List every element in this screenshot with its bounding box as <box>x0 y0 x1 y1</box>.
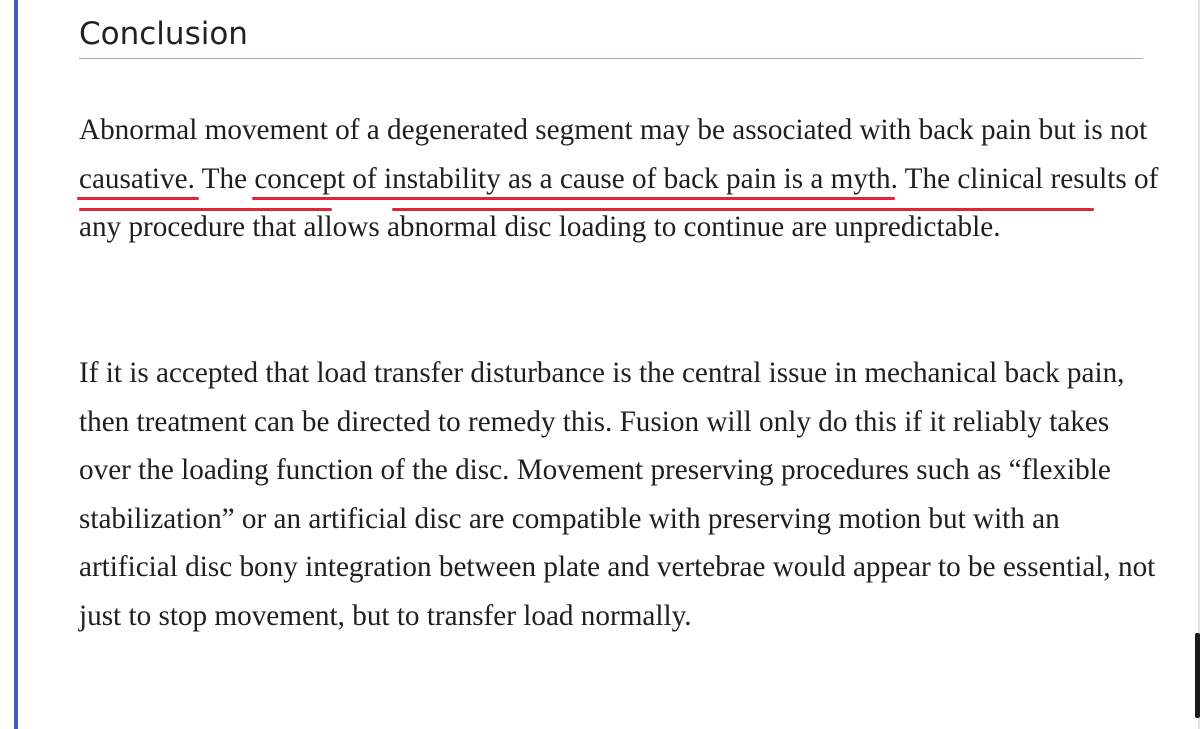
left-accent-rule <box>14 0 18 729</box>
red-underline-annotation <box>79 208 332 211</box>
section-heading: Conclusion <box>79 14 1143 59</box>
conclusion-paragraph-2: If it is accepted that load transfer disturbance is the central issue in mechanical back pain, then treatment can be directed to remedy this. Fusion will only do this if it reliably takes over the loading function of the disc. Movement preserving procedures such as “flexible stabilization” or an artificial disc are compatible with preserving motion but with an artificial disc bony integration between plate and vertebrae would appear to be essential, not just to stop movement, but to transfer load normally. <box>79 357 1156 632</box>
paragraph-text: . The clinical results of any procedure that allows abnormal disc loading to continue are unpredictable. <box>79 162 1159 244</box>
highlighted-phrase-instability-myth: concept of instability as a cause of back pain is a myth <box>254 162 891 195</box>
conclusion-paragraph-1 <box>79 106 1159 252</box>
scrollbar-thumb[interactable] <box>1195 633 1200 718</box>
red-underline-annotation <box>392 208 1094 211</box>
highlighted-sentence-abnormal-movement: Abnormal movement of a degenerated segment may be associated with back pain but is not causative. <box>79 114 1148 195</box>
paragraph-text: The <box>194 162 255 195</box>
